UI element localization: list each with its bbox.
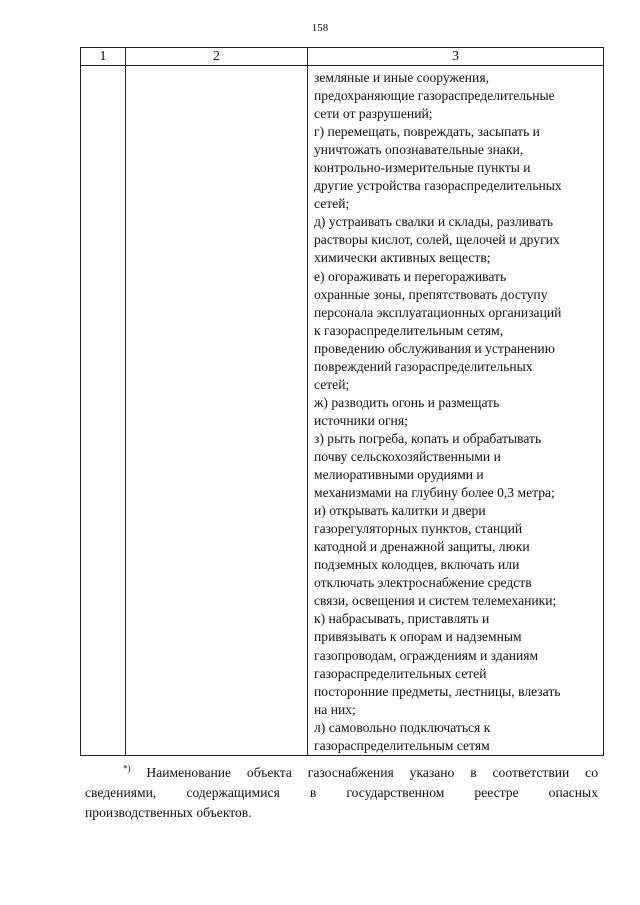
footnote-text-1: Наименование объекта газоснабжения указано в соответствии со — [146, 765, 598, 780]
text-line: уничтожать опознавательные знаки, — [314, 142, 524, 158]
text-line: сетей; — [314, 376, 350, 392]
prohibited-actions-text — [308, 66, 603, 755]
column-header-2: 2 — [126, 48, 308, 66]
text-line: газораспределительных сетей — [314, 665, 487, 681]
table-cell-col3 — [308, 66, 604, 756]
table-row — [81, 66, 604, 756]
table-header-row — [81, 48, 604, 66]
text-line: газопроводам, ограждениям и зданиям — [314, 647, 539, 663]
footnote-line-3: производственных объектов. — [85, 805, 252, 820]
text-line: персонала эксплуатационных организаций — [314, 304, 562, 320]
requirements-table — [80, 47, 604, 756]
page-number: 158 — [311, 22, 329, 34]
text-line: мелиоративными орудиями и — [314, 467, 484, 483]
text-line: к газораспределительным сетям, — [314, 322, 504, 338]
text-line: механизмами на глубину более 0,3 метра; — [314, 485, 555, 501]
column-header-1: 1 — [81, 48, 126, 66]
table-cell-col2 — [126, 66, 308, 756]
text-line: предохраняющие газораспределительные — [314, 88, 555, 104]
text-line: ж) разводить огонь и размещать — [314, 394, 500, 410]
text-line: земляные и иные сооружения, — [314, 70, 489, 85]
text-line: катодной и дренажной защиты, люки — [314, 539, 530, 555]
text-line: привязывать к опорам и надземным — [314, 629, 522, 645]
footnote-line-2: сведениями, содержащимися в государственном реестре опасных — [85, 785, 598, 800]
text-line: источники огня; — [314, 412, 408, 428]
text-line: сетей; — [314, 196, 350, 212]
text-line: посторонние предметы, лестницы, влезать — [314, 683, 561, 699]
text-line: подземных колодцев, включать или — [314, 557, 520, 573]
text-line: растворы кислот, солей, щелочей и других — [314, 232, 560, 248]
text-line: е) огораживать и перегораживать — [314, 268, 507, 284]
footnote — [85, 763, 598, 823]
footnote-line-1 — [85, 763, 598, 783]
text-line: д) устраивать свалки и склады, разливать — [314, 214, 554, 230]
text-line: другие устройства газораспределительных — [314, 178, 562, 194]
table-cell-col1 — [81, 66, 126, 756]
text-line: к) набрасывать, приставлять и — [314, 611, 490, 627]
text-line: связи, освещения и систем телемеханики; — [314, 593, 557, 609]
text-line: повреждений газораспределительных — [314, 358, 533, 374]
text-line: и) открывать калитки и двери — [314, 503, 486, 519]
text-line: сети от разрушений; — [314, 106, 433, 122]
text-line: з) рыть погреба, копать и обрабатывать — [314, 430, 542, 446]
text-line: л) самовольно подключаться к — [314, 719, 491, 735]
text-line: химически активных веществ; — [314, 250, 491, 266]
text-line: на них; — [314, 701, 356, 717]
text-line: отключать электроснабжение средств — [314, 575, 532, 591]
text-line: газораспределительным сетям — [314, 737, 490, 753]
text-line: г) перемещать, повреждать, засыпать и — [314, 124, 540, 140]
column-header-3: 3 — [308, 48, 604, 66]
text-line: газорегуляторных пунктов, станций — [314, 521, 523, 537]
text-line: охранные зоны, препятствовать доступу — [314, 286, 548, 302]
text-line: почву сельскохозяйственными и — [314, 448, 501, 464]
footnote-marker: *) — [123, 763, 131, 774]
text-line: проведению обслуживания и устранению — [314, 340, 555, 356]
text-line: контрольно-измерительные пункты и — [314, 160, 531, 176]
